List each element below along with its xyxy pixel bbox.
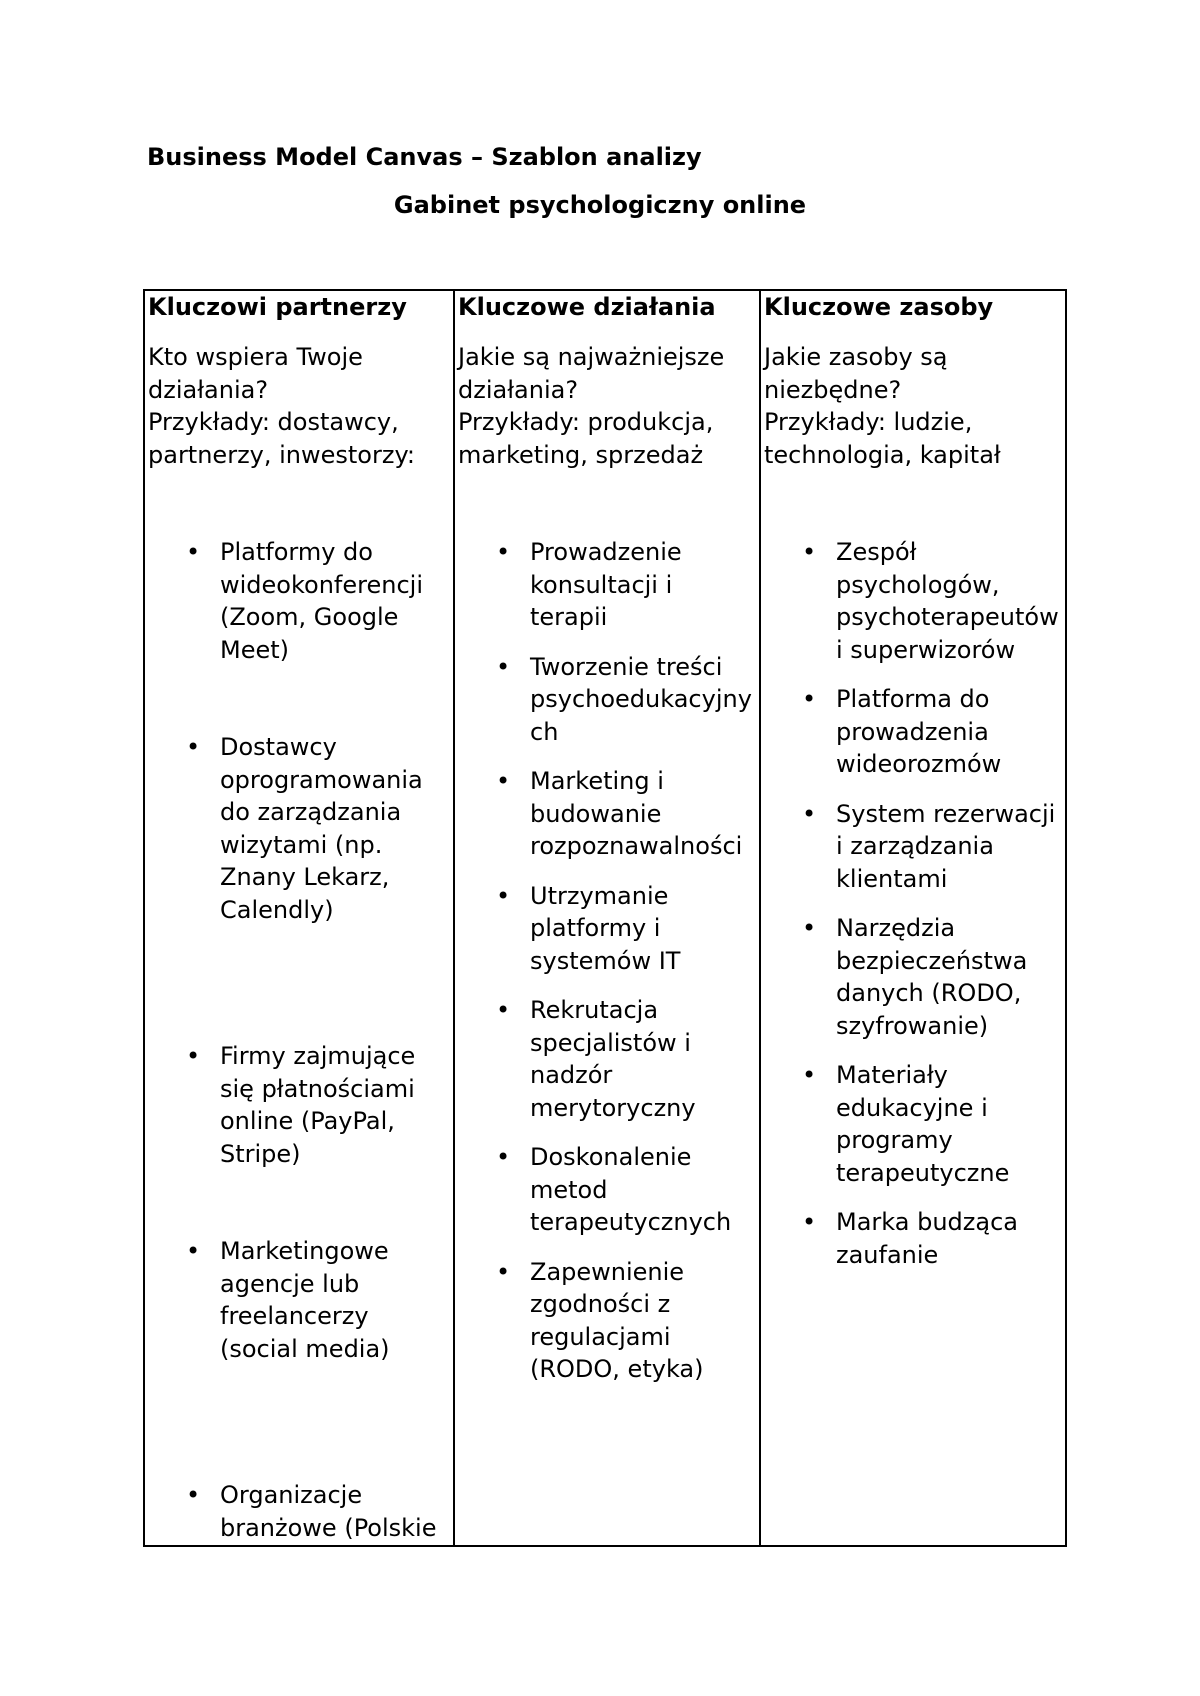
bullet-icon: •	[186, 1237, 201, 1265]
bullet-icon: •	[496, 996, 511, 1024]
bullet-icon: •	[802, 685, 817, 713]
key-partners-cell	[144, 290, 454, 1546]
key-activities-heading: Kluczowe działania	[458, 293, 716, 321]
bullet-icon: •	[186, 538, 201, 566]
bullet-icon: •	[802, 1208, 817, 1236]
list-item: • Platformy do wideokonferencji (Zoom, Google Meet)	[186, 538, 423, 664]
list-item: • System rezerwacji i zarządzania klientami	[802, 799, 1056, 893]
bullet-icon: •	[496, 767, 511, 795]
bullet-icon: •	[802, 1061, 817, 1089]
key-activities-question: Jakie są najważniejsze działania? Przykłady: produkcja, marketing, sprzedaż	[458, 343, 725, 469]
list-item: • Materiały edukacyjne i programy terapeutyczne	[802, 1061, 1010, 1187]
key-resources-cell	[760, 290, 1066, 1546]
list-item: • Zespół psychologów, psychoterapeutów i superwizorów	[802, 538, 1059, 664]
list-item: • Marketing i budowanie rozpoznawalności	[496, 767, 743, 860]
bullet-icon: •	[496, 1143, 511, 1171]
key-activities-cell	[454, 290, 760, 1546]
bullet-icon: •	[802, 914, 817, 942]
key-partners-heading: Kluczowi partnerzy	[148, 293, 407, 321]
list-item: • Doskonalenie metod terapeutycznych	[496, 1143, 732, 1236]
business-model-canvas-table	[143, 289, 1067, 1547]
document-subtitle: Gabinet psychologiczny online	[393, 191, 807, 219]
list-item: • Utrzymanie platformy i systemów IT	[496, 881, 681, 975]
key-resources-question: Jakie zasoby są niezbędne? Przykłady: ludzie, technologia, kapitał	[764, 343, 1001, 469]
bullet-icon: •	[496, 1257, 511, 1286]
bullet-icon: •	[496, 652, 511, 681]
bullet-icon: •	[802, 799, 817, 828]
key-partners-question: Kto wspiera Twoje działania? Przykłady: dostawcy, partnerzy, inwestorzy:	[148, 343, 415, 469]
bullet-icon: •	[186, 1042, 201, 1070]
list-item: • Platforma do prowadzenia wideorozmów	[802, 685, 1002, 778]
list-item: • Marka budząca zaufanie	[802, 1208, 1018, 1269]
list-item: • Zapewnienie zgodności z regulacjami (RODO, etyka)	[496, 1257, 704, 1383]
list-item: • Firmy zajmujące się płatnościami online (PayPal, Stripe)	[186, 1042, 416, 1168]
list-item: • Tworzenie treści psychoedukacyjnych	[496, 652, 752, 746]
bullet-icon: •	[496, 881, 511, 910]
document-title: Business Model Canvas – Szablon analizy	[147, 143, 702, 171]
key-resources-heading: Kluczowe zasoby	[764, 293, 994, 321]
list-item: • Marketingowe agencje lub freelancerzy (social media)	[186, 1237, 390, 1363]
bullet-icon: •	[186, 733, 201, 761]
key-resources-list	[764, 536, 1065, 1271]
key-partners-list	[148, 536, 453, 1544]
bullet-icon: •	[186, 1481, 201, 1509]
list-item: • Organizacje branżowe (Polskie	[186, 1481, 437, 1542]
canvas-row	[144, 290, 1066, 1546]
list-item: • Narzędzia bezpieczeństwa danych (RODO, szyfrowanie)	[802, 914, 1028, 1040]
list-item: • Dostawcy oprogramowania do zarządzania wizytami (np. Znany Lekarz, Calendly)	[186, 733, 423, 924]
key-activities-list	[458, 536, 759, 1386]
list-item: • Prowadzenie konsultacji i terapii	[496, 538, 682, 631]
bullet-icon: •	[802, 538, 817, 566]
list-item: • Rekrutacja specjalistów i nadzór merytoryczny	[496, 996, 696, 1122]
bullet-icon: •	[496, 538, 511, 566]
